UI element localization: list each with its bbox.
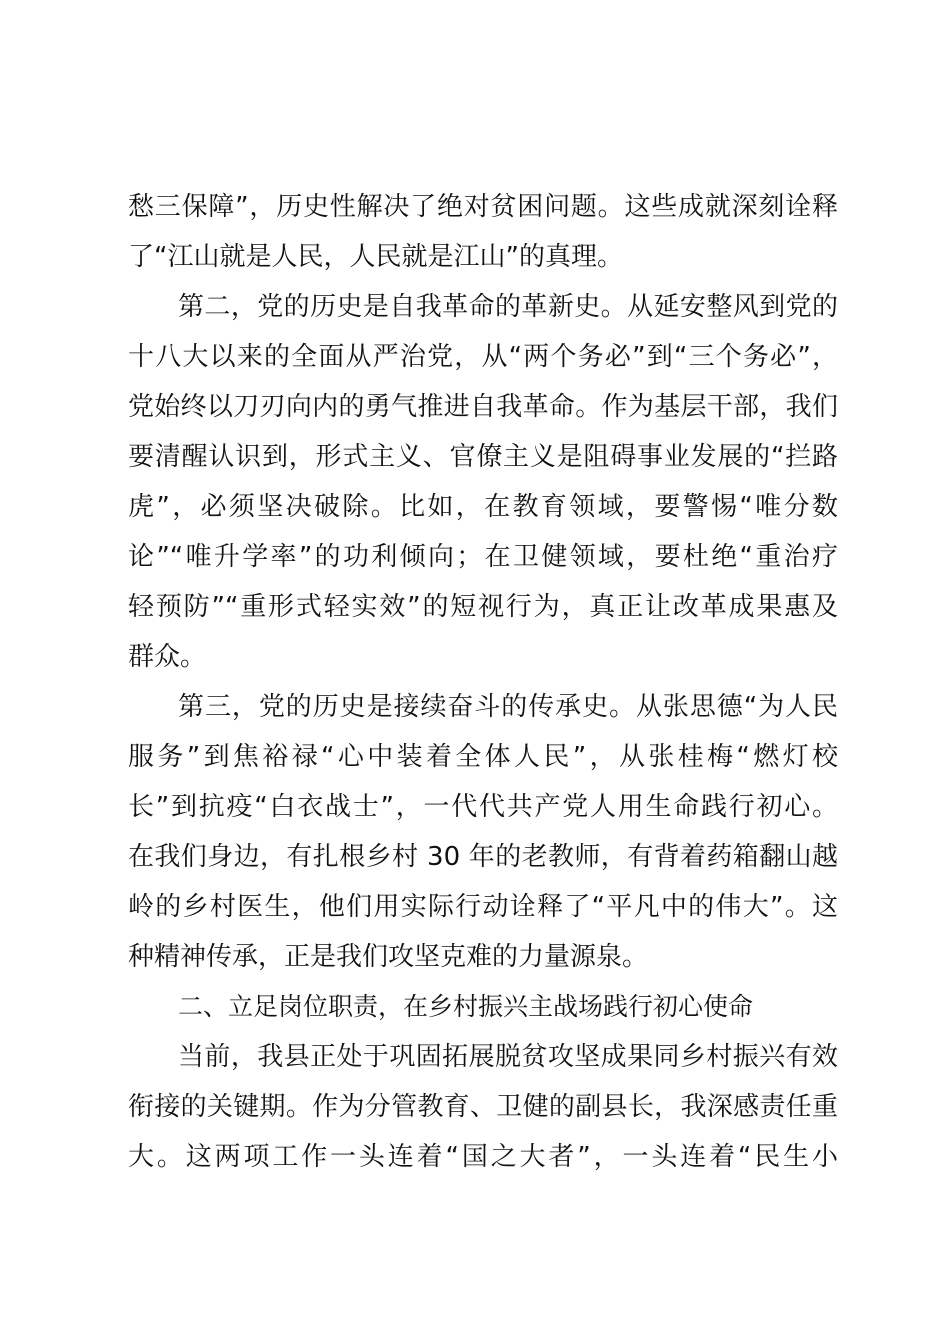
text-line: 种精神传承，正是我们攻坚克难的力量源泉。 (128, 942, 649, 972)
text-line: 了“江山就是人民，人民就是江山”的真理。 (128, 242, 623, 272)
section-heading: 二、立足岗位职责，在乡村振兴主战场践行初心使命 (178, 992, 754, 1021)
text-line: 要清醒认识到，形式主义、官僚主义是阻碍事业发展的“拦路 (128, 442, 838, 472)
text-line: 十八大以来的全面从严治党，从“两个务必”到“三个务必”， (128, 342, 838, 372)
text-line: 长”到抗疫“白衣战士”，一代代共产党人用生命践行初心。 (128, 792, 838, 822)
text-line: 大。这两项工作一头连着“国之大者”，一头连着“民生小 (128, 1142, 838, 1172)
text-line: 群众。 (128, 642, 207, 672)
text-line: 岭的乡村医生，他们用实际行动诠释了“平凡中的伟大”。这 (128, 892, 838, 922)
paragraph-start-line: 当前，我县正处于巩固拓展脱贫攻坚成果同乡村振兴有效 (178, 1042, 838, 1072)
text-line: 虎”，必须坚决破除。比如，在教育领域，要警惕“唯分数 (128, 492, 838, 522)
paragraph-start-line: 第二，党的历史是自我革命的革新史。从延安整风到党的 (178, 292, 838, 322)
text-line: 党始终以刀刃向内的勇气推进自我革命。作为基层干部，我们 (128, 392, 838, 422)
text-line: 轻预防”“重形式轻实效”的短视行为，真正让改革成果惠及 (128, 592, 838, 622)
text-line: 在我们身边，有扎根乡村 30 年的老教师，有背着药箱翻山越 (128, 842, 838, 872)
text-line: 愁三保障”，历史性解决了绝对贫困问题。这些成就深刻诠释 (128, 192, 838, 222)
text-line: 论”“唯升学率”的功利倾向；在卫健领域，要杜绝“重治疗 (128, 542, 838, 572)
text-line: 服务”到焦裕禄“心中装着全体人民”，从张桂梅“燃灯校 (128, 742, 838, 772)
text-line: 衔接的关键期。作为分管教育、卫健的副县长，我深感责任重 (128, 1092, 838, 1122)
paragraph-start-line: 第三，党的历史是接续奋斗的传承史。从张思德“为人民 (178, 692, 838, 722)
